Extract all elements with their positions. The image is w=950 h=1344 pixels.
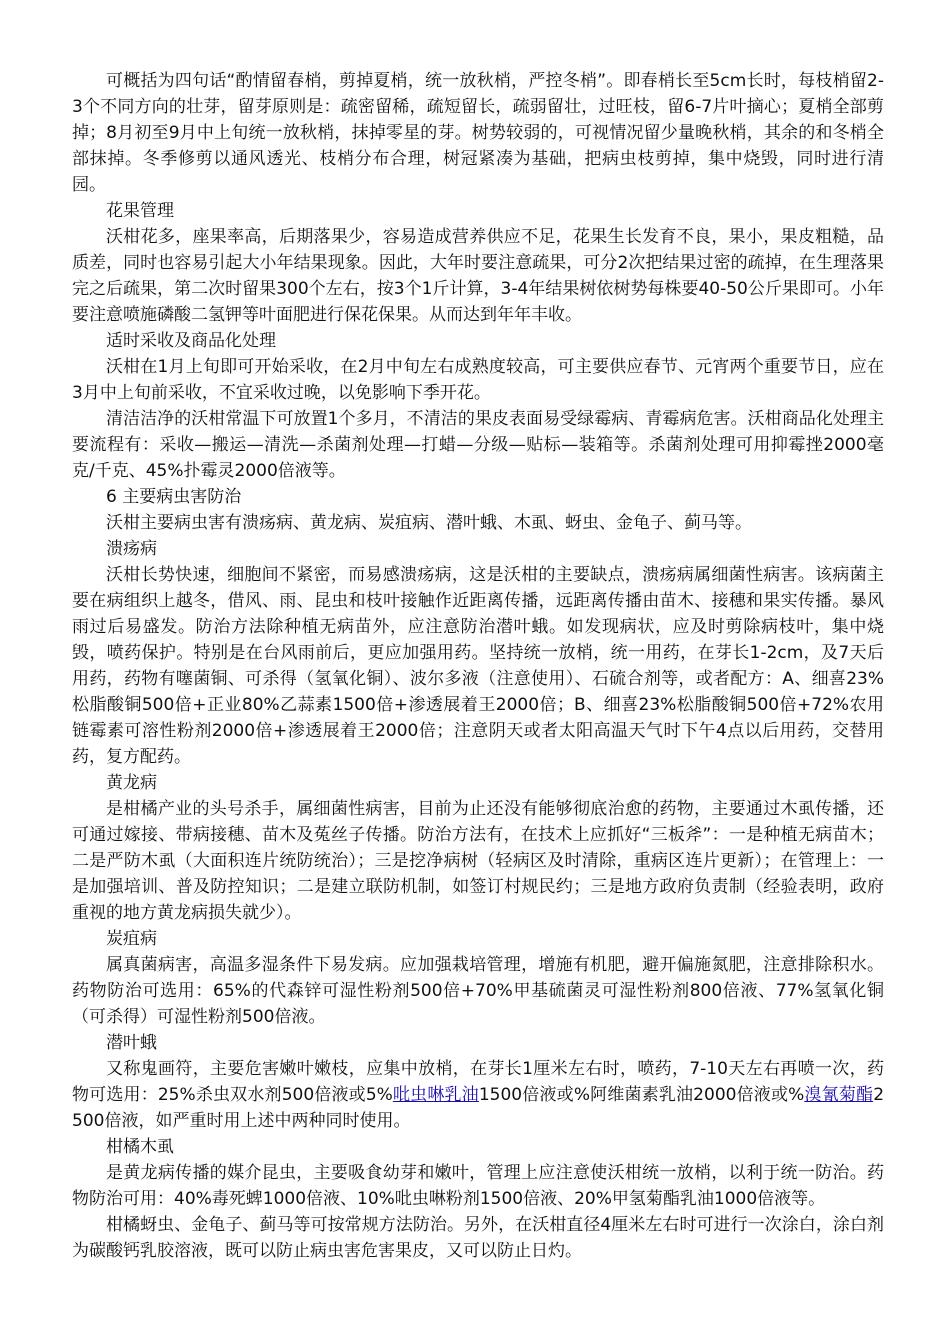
heading-pest-disease-control: 6 主要病虫害防治 [106, 487, 242, 507]
leaf-miner-text-1: 又称鬼画符，主要危害嫩叶嫩枝，应集中放梢，在芽长1厘米左右时，喷药，7-10天左右再喷一次，药物可选用：25%杀虫双水剂500倍液或5% [72, 1059, 884, 1105]
heading-citrus-psyllid: 柑橘木虱 [106, 1137, 174, 1157]
document-body [72, 68, 884, 1264]
heading-anthracnose: 炭疽病 [106, 929, 157, 949]
paragraph-pruning-summary: 可概括为四句话“酌情留春梢，剪掉夏梢，统一放秋梢，严控冬梢”。即春梢长至5cm长时，每枝梢留2-3个不同方向的壮芽，留芽原则是：疏密留稀，疏短留长，疏弱留壮，过旺枝，留6-7片叶摘心；夏梢全部剪掉；8月初至9月中上旬统一放秋梢，抹掉零星的芽。树势较弱的，可视情况留少量晚秋梢，其余的和冬梢全部抹掉。冬季修剪以通风透光、枝梢分布合理，树冠紧凑为基础，把病虫枝剪掉，集中烧毁，同时进行清园。 [72, 71, 884, 195]
paragraph-citrus-psyllid: 是黄龙病传播的媒介昆虫，主要吸食幼芽和嫩叶，管理上应注意使沃柑统一放梢，以利于统一防治。药物防治可用：40%毒死蜱1000倍液、10%吡虫啉粉剂1500倍液、20%甲氢菊酯乳油1000倍液等。 [72, 1163, 884, 1209]
heading-canker: 溃疡病 [106, 539, 157, 559]
paragraph-canker: 沃柑长势快速，细胞间不紧密，而易感溃疡病，这是沃柑的主要缺点，溃疡病属细菌性病害。该病菌主要在病组织上越冬，借风、雨、昆虫和枝叶接触作近距离传播，远距离传播由苗木、接穗和果实传播。暴风雨过后易盛发。防治方法除种植无病苗外，应注意防治潜叶蛾。如发现病状，应及时剪除病枝叶，集中烧毁，喷药保护。特别是在台风雨前后，更应加强用药。坚持统一放梢，统一用药，在芽长1-2cm，及7天后用药，药物有噻菌铜、可杀得（氢氧化铜）、波尔多液（注意使用）、石硫合剂等，或者配方：A、细喜23%松脂酸铜500倍+正业80%乙蒜素1500倍+渗透展着王2000倍；B、细喜23%松脂酸铜500倍+72%农用链霉素可溶性粉剂2000倍+渗透展着王2000倍；注意阴天或者太阳高温天气时下午4点以后用药，交替用药，复方配药。 [72, 565, 884, 767]
heading-leaf-miner: 潜叶蛾 [106, 1033, 157, 1053]
imidacloprid-ec-link[interactable]: 吡虫啉乳油 [392, 1085, 479, 1105]
paragraph-huanglongbing: 是柑橘产业的头号杀手，属细菌性病害，目前为止还没有能够彻底治愈的药物，主要通过木虱传播，还可通过嫁接、带病接穗、苗木及菟丝子传播。防治方法有，在技术上应抓好“三板斧”：一是种植无病苗木；二是严防木虱（大面积连片统防统治）；三是挖净病树（轻病区及时清除，重病区连片更新）；在管理上：一是加强培训、普及防控知识；二是建立联防机制，如签订村规民约；三是地方政府负责制（经验表明，政府重视的地方黄龙病损失就少）。 [72, 799, 884, 923]
leaf-miner-text-3: 2500倍液，如严重时用上述中两种同时使用。 [72, 1085, 885, 1131]
paragraph-harvest-timing: 沃柑在1月上旬即可开始采收，在2月中旬左右成熟度较高，可主要供应春节、元宵两个重要节日，应在3月中上旬前采收，不宜采收过晚，以免影响下季开花。 [72, 357, 884, 403]
heading-huanglongbing: 黄龙病 [106, 773, 157, 793]
paragraph-other-pests-whitewash: 柑橘蚜虫、金龟子、蓟马等可按常规方法防治。另外，在沃柑直径4厘米左右时可进行一次涂白，涂白剂为碳酸钙乳胶溶液，既可以防止病虫害危害果皮，又可以防止日灼。 [72, 1215, 884, 1261]
paragraph-leaf-miner [72, 1056, 884, 1134]
leaf-miner-text-2: 1500倍液或%阿维菌素乳油2000倍液或% [478, 1085, 805, 1105]
paragraph-anthracnose: 属真菌病害，高温多湿条件下易发病。应加强栽培管理，增施有机肥，避开偏施氮肥，注意排除积水。药物防治可选用：65%的代森锌可湿性粉剂500倍+70%甲基硫菌灵可湿性粉剂800倍液、77%氢氧化铜（可杀得）可湿性粉剂500倍液。 [72, 955, 884, 1027]
heading-flower-fruit-management: 花果管理 [106, 201, 174, 221]
heading-harvest-processing: 适时采收及商品化处理 [106, 331, 276, 351]
paragraph-commercial-processing: 清洁洁净的沃柑常温下可放置1个多月，不清洁的果皮表面易受绿霉病、青霉病危害。沃柑商品化处理主要流程有：采收—搬运—清洗—杀菌剂处理—打蜡—分级—贴标—装箱等。杀菌剂处理可用抑霉挫2000毫克/千克、45%扑霉灵2000倍液等。 [72, 409, 884, 481]
paragraph-pest-list: 沃柑主要病虫害有溃疡病、黄龙病、炭疽病、潜叶蛾、木虱、蚜虫、金龟子、蓟马等。 [106, 513, 752, 533]
deltamethrin-link[interactable]: 溴氰菊酯 [804, 1085, 874, 1105]
paragraph-flower-fruit-management: 沃柑花多，座果率高，后期落果少，容易造成营养供应不足，花果生长发育不良，果小，果皮粗糙，品质差，同时也容易引起大小年结果现象。因此，大年时要注意疏果，可分2次把结果过密的疏掉，在生理落果完之后疏果，第二次时留果300个左右，按3个1斤计算，3-4年结果树依树势每株要40-50公斤果即可。小年要注意喷施磷酸二氢钾等叶面肥进行保花保果。从而达到年年丰收。 [72, 227, 884, 325]
